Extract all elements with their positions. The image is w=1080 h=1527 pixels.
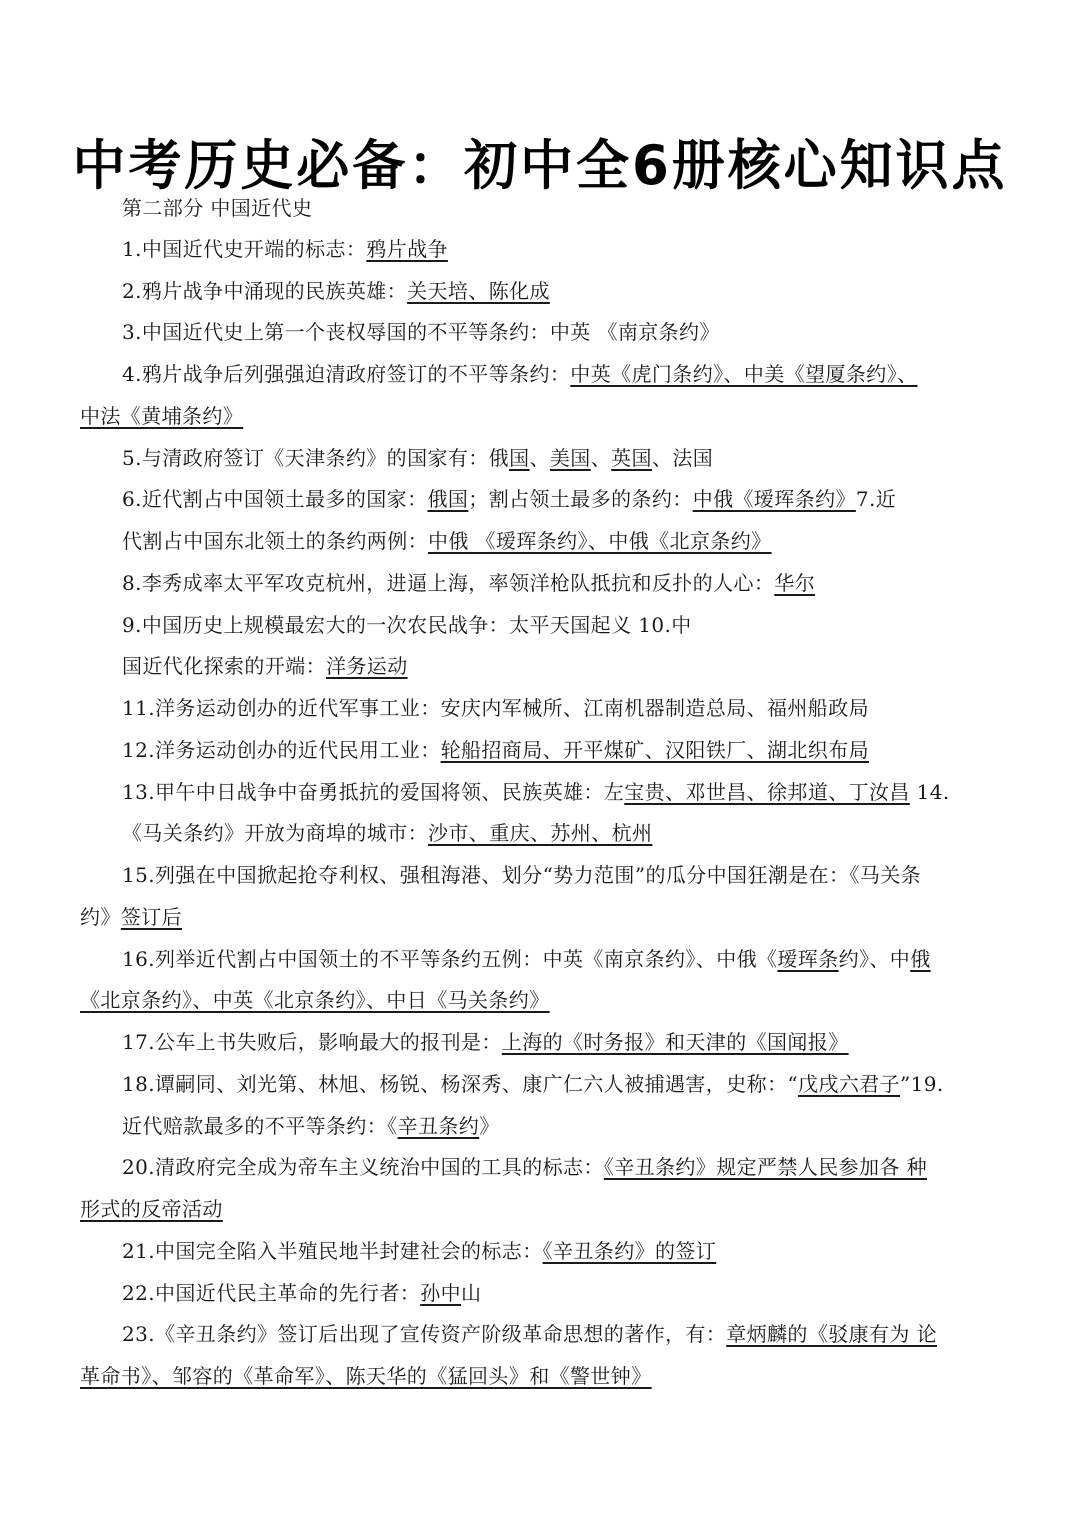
- line-text: 、法国: [651, 446, 714, 470]
- line-text: 13.甲午中日战争中奋勇抵抗的爱国将领、民族英雄：左: [122, 780, 625, 804]
- underlined-answer: 革命书》、邹容的《革命军》、陈天华的《猛回头》和《警世钟》: [80, 1364, 652, 1388]
- text-line: [122, 442, 713, 474]
- text-line: [122, 1151, 927, 1183]
- line-text: 《马关条约》开放为商埠的城市：: [122, 821, 428, 845]
- underlined-answer: 鸦片战争: [366, 237, 448, 261]
- text-line: [122, 943, 931, 975]
- underlined-answer: 中法《黄埔条约》: [80, 404, 244, 428]
- line-text: 6.近代割占中国领土最多的国家：: [122, 487, 428, 511]
- line-text: 4.鸦片战争后列强强迫清政府签订的不平等条约：: [122, 362, 571, 386]
- underlined-answer: 美国: [549, 446, 591, 470]
- line-text: 1.中国近代史开端的标志：: [122, 237, 367, 261]
- underlined-answer: 瑷珲条: [777, 947, 839, 971]
- line-text: 15.列强在中国掀起抢夺利权、强租海港、划分“势力范围”的瓜分中国狂潮是在：《马关条: [122, 863, 922, 887]
- text-line: [122, 692, 869, 724]
- line-text: 11.洋务运动创办的近代军事工业：安庆内军械所、江南机器制造总局、福州船政局: [122, 696, 870, 720]
- line-text: 》: [479, 1114, 500, 1138]
- underlined-answer: 轮船招商局、开平煤矿、汉阳铁厂、湖北织布局: [440, 738, 870, 762]
- text-line: [122, 525, 772, 557]
- underlined-answer: 华尔: [774, 571, 816, 595]
- underlined-answer: 《辛丑条约》的签订: [542, 1239, 717, 1263]
- underlined-answer: 关天培、陈化成: [407, 279, 550, 303]
- line-text: 20.清政府完全成为帝车主义统治中国的工具的标志：: [122, 1155, 604, 1179]
- underlined-answer: 《北京条约》、中英《北京条约》、中日《马关条约》: [80, 988, 550, 1012]
- line-text: ”19.: [900, 1072, 944, 1096]
- text-line: [122, 1277, 481, 1309]
- text-line: [80, 901, 182, 933]
- text-line: [122, 233, 448, 265]
- line-text: 17.公车上书失败后，影响最大的报刊是：: [122, 1030, 502, 1054]
- line-text: ；割占领土最多的条约：: [468, 487, 693, 511]
- underlined-answer: 形式的反帝活动: [80, 1197, 223, 1221]
- line-text: 约》: [80, 905, 121, 929]
- text-line: [80, 984, 550, 1016]
- line-text: 代割占中国东北领土的条约两例：: [122, 529, 428, 553]
- line-text: 约》、中: [838, 947, 911, 971]
- line-text: 9.中国历史上规模最宏大的一次农民战争：太平天国起义 10.中: [122, 613, 692, 637]
- text-line: [122, 650, 408, 682]
- text-line: [122, 1235, 716, 1267]
- underlined-answer: 签订后: [120, 905, 183, 929]
- text-line: [122, 1068, 944, 1100]
- underlined-answer: 俄国: [427, 487, 469, 511]
- underlined-answer: 孙中: [420, 1281, 462, 1305]
- text-line: [122, 609, 692, 641]
- text-line: [122, 734, 869, 766]
- text-line: [122, 1026, 849, 1058]
- line-text: 国近代化探索的开端：: [122, 654, 326, 678]
- underlined-answer: 上海的《时务报》和天津的《国闻报》: [501, 1030, 849, 1054]
- underlined-answer: 沙市、重庆、苏州、杭州: [428, 821, 653, 845]
- page-title: 中考历史必备：初中全6册核心知识点: [72, 134, 1008, 198]
- underlined-answer: 戊戌六君子: [798, 1072, 901, 1096]
- underlined-answer: 《辛丑条约》规定严禁人民参加各 种: [603, 1155, 927, 1179]
- text-line: [122, 1318, 937, 1350]
- line-text: 、: [590, 446, 612, 470]
- text-line: [122, 1110, 500, 1142]
- line-text: 8.李秀成率太平军攻克杭州，进逼上海，率领洋枪队抵抗和反扑的人心：: [122, 571, 775, 595]
- underlined-answer: 宝贵、邓世昌、徐邦道、丁汝昌: [624, 780, 910, 804]
- text-line: [80, 1360, 652, 1392]
- line-text: 5.与清政府签订《天津条约》的国家有：俄: [122, 446, 510, 470]
- text-line: [80, 400, 243, 432]
- underlined-answer: 章炳麟的《驳康有为 论: [726, 1322, 937, 1346]
- line-text: 第二部分 中国近代史: [122, 196, 313, 220]
- line-text: 14.: [909, 780, 950, 804]
- underlined-answer: 洋务运动: [326, 654, 408, 678]
- text-line: [122, 859, 921, 891]
- line-text: 12.洋务运动创办的近代民用工业：: [122, 738, 441, 762]
- underlined-answer: 国: [509, 446, 530, 470]
- text-line: [122, 275, 550, 307]
- text-line: [122, 817, 652, 849]
- line-text: 山: [461, 1281, 482, 1305]
- text-line: [122, 192, 312, 224]
- line-text: 近代赔款最多的不平等条约：《: [122, 1114, 398, 1138]
- line-text: 7.近: [855, 487, 897, 511]
- line-text: 2.鸦片战争中涌现的民族英雄：: [122, 279, 408, 303]
- underlined-answer: 英国: [611, 446, 652, 470]
- line-text: 21.中国完全陷入半殖民地半封建社会的标志：: [122, 1239, 543, 1263]
- underlined-answer: 中英《虎门条约》、中美《望厦条约》、: [570, 362, 918, 386]
- text-line: [80, 1193, 223, 1225]
- underlined-answer: 中俄《瑷珲条约》: [692, 487, 856, 511]
- text-line: [122, 358, 918, 390]
- underlined-answer: 辛丑条约: [397, 1114, 480, 1138]
- text-line: [122, 316, 720, 348]
- text-line: [122, 567, 815, 599]
- line-text: 18.谭嗣同、刘光第、林旭、杨锐、杨深秀、康广仁六人被捕遇害，史称：“: [122, 1072, 799, 1096]
- underlined-answer: 中俄 《瑷珲条约》、中俄《北京条约》: [428, 529, 772, 553]
- text-line: [122, 776, 950, 808]
- underlined-answer: 俄: [910, 947, 931, 971]
- line-text: 22.中国近代民主革命的先行者：: [122, 1281, 421, 1305]
- line-text: 3.中国近代史上第一个丧权辱国的不平等条约：中英 《南京条约》: [122, 320, 720, 344]
- line-text: 23.《辛丑条约》签订后出现了宣传资产阶级革命思想的著作，有：: [122, 1322, 727, 1346]
- text-line: [122, 483, 896, 515]
- line-text: 16.列举近代割占中国领土的不平等条约五例：中英《南京条约》、中俄《: [122, 947, 778, 971]
- line-text: 、: [529, 446, 550, 470]
